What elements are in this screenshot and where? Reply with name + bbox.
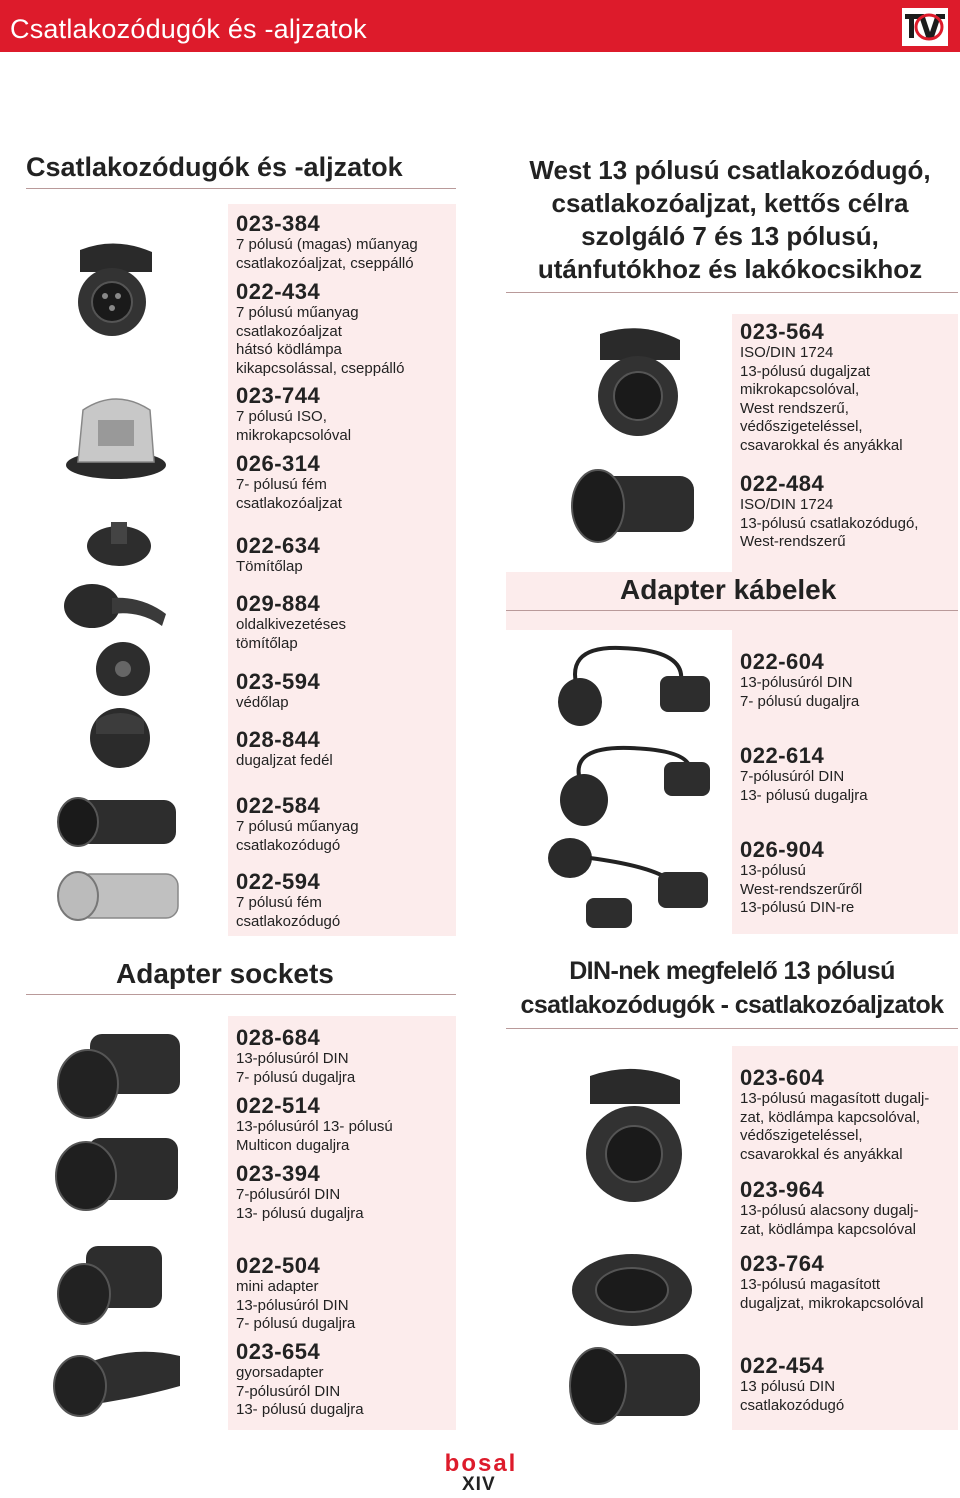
item-code: 023-394 xyxy=(236,1161,321,1186)
item-desc-line: 7- pólusú dugaljra xyxy=(740,692,860,710)
item-desc-line: 13-pólusú dugaljzat xyxy=(740,362,871,380)
item-desc-line: mini adapter xyxy=(236,1278,319,1295)
item-code: 029-884 xyxy=(236,591,321,616)
bosal-logo-text: bosal xyxy=(444,1452,518,1474)
product-photo-022-514 xyxy=(38,1124,188,1224)
product-photo-023-384 xyxy=(60,232,170,342)
item-code: 022-634 xyxy=(236,533,321,558)
item-desc-line: 13- pólusú dugaljra xyxy=(236,1204,364,1222)
item-desc-line: 13- pólusú dugaljra xyxy=(236,1401,364,1418)
item-code: 023-654 xyxy=(236,1339,321,1364)
item-desc-line: dugaljzat, mikrokapcsolóval xyxy=(740,1294,924,1312)
adapter-cables-rule xyxy=(506,610,958,611)
west-title xyxy=(492,154,960,286)
product-photo-022-484 xyxy=(560,458,700,558)
item-desc-line: 13 pólusú DIN xyxy=(740,1378,836,1395)
item-code: 022-584 xyxy=(236,793,321,818)
item-desc-line: kikapcsolással, cseppálló xyxy=(236,359,405,377)
item-026-904 xyxy=(740,838,862,918)
bosal-emblem-icon xyxy=(902,8,948,46)
adapter-cables-title: Adapter kábelek xyxy=(620,574,837,605)
item-022-604 xyxy=(740,650,859,711)
item-desc-line: 7- pólusú dugaljra xyxy=(236,1068,356,1086)
item-desc-line: zat, ködlámpa kapcsolóval, xyxy=(740,1108,921,1126)
product-photo-022-504 xyxy=(40,1238,180,1334)
item-desc-line: 13-pólusú DIN-re xyxy=(740,899,855,916)
product-photo-022-454 xyxy=(560,1340,710,1430)
item-023-744 xyxy=(236,384,351,445)
item-desc-line: 13-pólusú alacsony dugalj- xyxy=(740,1202,919,1219)
page-number: XIV xyxy=(462,1474,496,1495)
item-desc-line: 13-pólusú xyxy=(740,862,806,879)
item-desc-line: dugaljzat fedél xyxy=(236,752,333,769)
product-photo-023-654 xyxy=(40,1336,190,1426)
west-title-line: szolgáló 7 és 13 pólusú, xyxy=(581,221,879,251)
item-code: 022-504 xyxy=(236,1253,321,1278)
item-code: 022-434 xyxy=(236,279,321,304)
item-022-584 xyxy=(236,794,359,855)
item-022-504 xyxy=(236,1254,355,1334)
item-desc-line: Multicon dugaljra xyxy=(236,1136,350,1154)
item-desc-line: 13-pólusú csatlakozódugó, xyxy=(740,514,919,532)
item-desc-line: mikrokapcsolóval, xyxy=(740,381,860,398)
item-desc-line: 7 pólusú fém xyxy=(236,894,322,911)
item-028-844 xyxy=(236,728,333,771)
item-desc-line: csatlakozódugó xyxy=(236,836,341,854)
item-code: 026-314 xyxy=(236,451,321,476)
item-desc-line: 7-pólusúról DIN xyxy=(740,768,845,785)
item-desc-line: ISO/DIN 1724 xyxy=(740,496,834,513)
product-photo-023-594 xyxy=(88,640,158,698)
west-title-line: West 13 pólusú csatlakozódugó, xyxy=(529,155,931,185)
item-code: 023-744 xyxy=(236,383,321,408)
product-photo-022-634 xyxy=(84,518,154,570)
din-title-rule xyxy=(506,1028,958,1029)
item-desc-line: csatlakozódugó xyxy=(236,912,341,930)
din-title-line: DIN-nek megfelelő 13 pólusú xyxy=(569,957,895,985)
product-photo-028-844 xyxy=(82,704,156,770)
item-desc-line: Tömítőlap xyxy=(236,558,303,575)
item-desc-line: védőszigeteléssel, xyxy=(740,418,863,435)
product-photo-022-614 xyxy=(540,740,720,830)
product-photo-029-884 xyxy=(62,576,172,636)
item-desc-line: West-rendszerű xyxy=(740,533,846,550)
item-023-604 xyxy=(740,1066,929,1164)
header-bar xyxy=(0,0,960,52)
item-desc-line: 13-pólusúról DIN xyxy=(236,1050,349,1067)
adapter-sockets-title: Adapter sockets xyxy=(116,958,334,989)
item-desc-line: West rendszerű, xyxy=(740,399,849,417)
item-029-884 xyxy=(236,592,346,653)
item-023-394 xyxy=(236,1162,364,1223)
left-section-title: Csatlakozódugók és -aljzatok xyxy=(26,152,403,182)
item-code: 028-844 xyxy=(236,727,321,752)
item-desc-line: 13-pólusúról 13- pólusú xyxy=(236,1118,393,1135)
item-023-564 xyxy=(740,320,903,455)
din-title xyxy=(506,954,958,1022)
item-desc-line: West-rendszerűről xyxy=(740,880,863,898)
item-023-654 xyxy=(236,1340,364,1420)
item-desc-line: 7-pólusúról DIN xyxy=(236,1382,341,1400)
item-desc-line: ISO/DIN 1724 xyxy=(740,344,834,361)
item-desc-line: 13- pólusú dugaljra xyxy=(740,786,868,804)
item-desc-line: csatlakozóaljzat, cseppálló xyxy=(236,254,414,272)
item-code: 022-594 xyxy=(236,869,321,894)
product-photo-022-584 xyxy=(48,788,188,854)
item-desc-line: 13-pólusúról DIN xyxy=(236,1296,349,1314)
item-desc-line: 7- pólusú dugaljra xyxy=(236,1315,356,1332)
item-desc-line: 7 pólusú műanyag xyxy=(236,304,359,321)
item-code: 023-384 xyxy=(236,211,321,236)
item-code: 026-904 xyxy=(740,837,825,862)
item-026-314 xyxy=(236,452,342,513)
item-code: 022-614 xyxy=(740,743,825,768)
item-code: 022-604 xyxy=(740,649,825,674)
item-desc-line: 13-pólusú magasított xyxy=(740,1276,881,1293)
item-028-684 xyxy=(236,1026,355,1087)
item-code: 023-764 xyxy=(740,1251,825,1276)
item-desc-line: csavarokkal és anyákkal xyxy=(740,1145,903,1163)
item-code: 023-594 xyxy=(236,669,321,694)
item-code: 023-604 xyxy=(740,1065,825,1090)
product-photo-023-744 xyxy=(58,380,173,485)
product-photo-022-594 xyxy=(48,864,188,928)
item-023-764 xyxy=(740,1252,923,1313)
product-photo-022-604 xyxy=(540,636,720,736)
item-022-614 xyxy=(740,744,868,805)
item-desc-line: védőszigeteléssel, xyxy=(740,1127,863,1144)
item-desc-line: tömítőlap xyxy=(236,634,298,652)
west-title-rule xyxy=(506,292,958,293)
item-desc-line: 13-pólusú magasított dugalj- xyxy=(740,1090,930,1107)
west-title-line: csatlakozóaljzat, kettős célra xyxy=(551,188,909,218)
item-code: 023-564 xyxy=(740,319,825,344)
item-022-484 xyxy=(740,472,918,552)
item-code: 022-454 xyxy=(740,1353,825,1378)
product-photo-028-684 xyxy=(40,1022,190,1122)
item-code: 023-964 xyxy=(740,1177,825,1202)
product-photo-026-904 xyxy=(540,836,720,932)
item-desc-line: 7-pólusúról DIN xyxy=(236,1186,341,1203)
item-desc-line: mikrokapcsolóval xyxy=(236,426,352,444)
item-022-514 xyxy=(236,1094,393,1155)
item-023-384 xyxy=(236,212,418,273)
item-desc-line: csatlakozódugó xyxy=(740,1396,845,1414)
product-photo-023-964 xyxy=(566,1238,700,1330)
item-desc-line: csatlakozóaljzat xyxy=(236,322,342,340)
bosal-logo xyxy=(430,1452,532,1474)
item-desc-line: 7- pólusú fém xyxy=(236,476,327,493)
item-022-594 xyxy=(236,870,340,931)
item-desc-line: csavarokkal és anyákkal xyxy=(740,436,903,454)
left-title-rule xyxy=(26,188,456,189)
item-code: 028-684 xyxy=(236,1025,321,1050)
product-photo-023-564 xyxy=(580,320,700,450)
item-022-634 xyxy=(236,534,320,577)
item-desc-line: csatlakozóaljzat xyxy=(236,494,342,512)
item-desc-line: zat, ködlámpa kapcsolóval xyxy=(740,1220,916,1238)
item-022-434 xyxy=(236,280,404,378)
item-desc-line: 13-pólusúról DIN xyxy=(740,674,853,691)
item-desc-line: 7 pólusú műanyag xyxy=(236,818,359,835)
item-desc-line: gyorsadapter xyxy=(236,1364,324,1381)
west-title-line: utánfutókhoz és lakókocsikhoz xyxy=(537,254,923,284)
item-desc-line: 7 pólusú ISO, xyxy=(236,408,327,425)
item-code: 022-514 xyxy=(236,1093,321,1118)
header-title: Csatlakozódugók és -aljzatok xyxy=(10,14,367,44)
item-023-594 xyxy=(236,670,320,713)
din-title-line: csatlakozódugók - csatlakozóaljzatok xyxy=(520,991,944,1019)
item-code: 022-484 xyxy=(740,471,825,496)
item-desc-line: oldalkivezetéses xyxy=(236,616,347,633)
product-photo-023-604 xyxy=(570,1060,700,1210)
item-022-454 xyxy=(740,1354,844,1415)
item-desc-line: védőlap xyxy=(236,694,289,711)
item-023-964 xyxy=(740,1178,918,1239)
adapter-sockets-rule xyxy=(26,994,456,995)
item-desc-line: 7 pólusú (magas) műanyag xyxy=(236,236,418,253)
item-desc-line: hátsó ködlámpa xyxy=(236,341,342,358)
